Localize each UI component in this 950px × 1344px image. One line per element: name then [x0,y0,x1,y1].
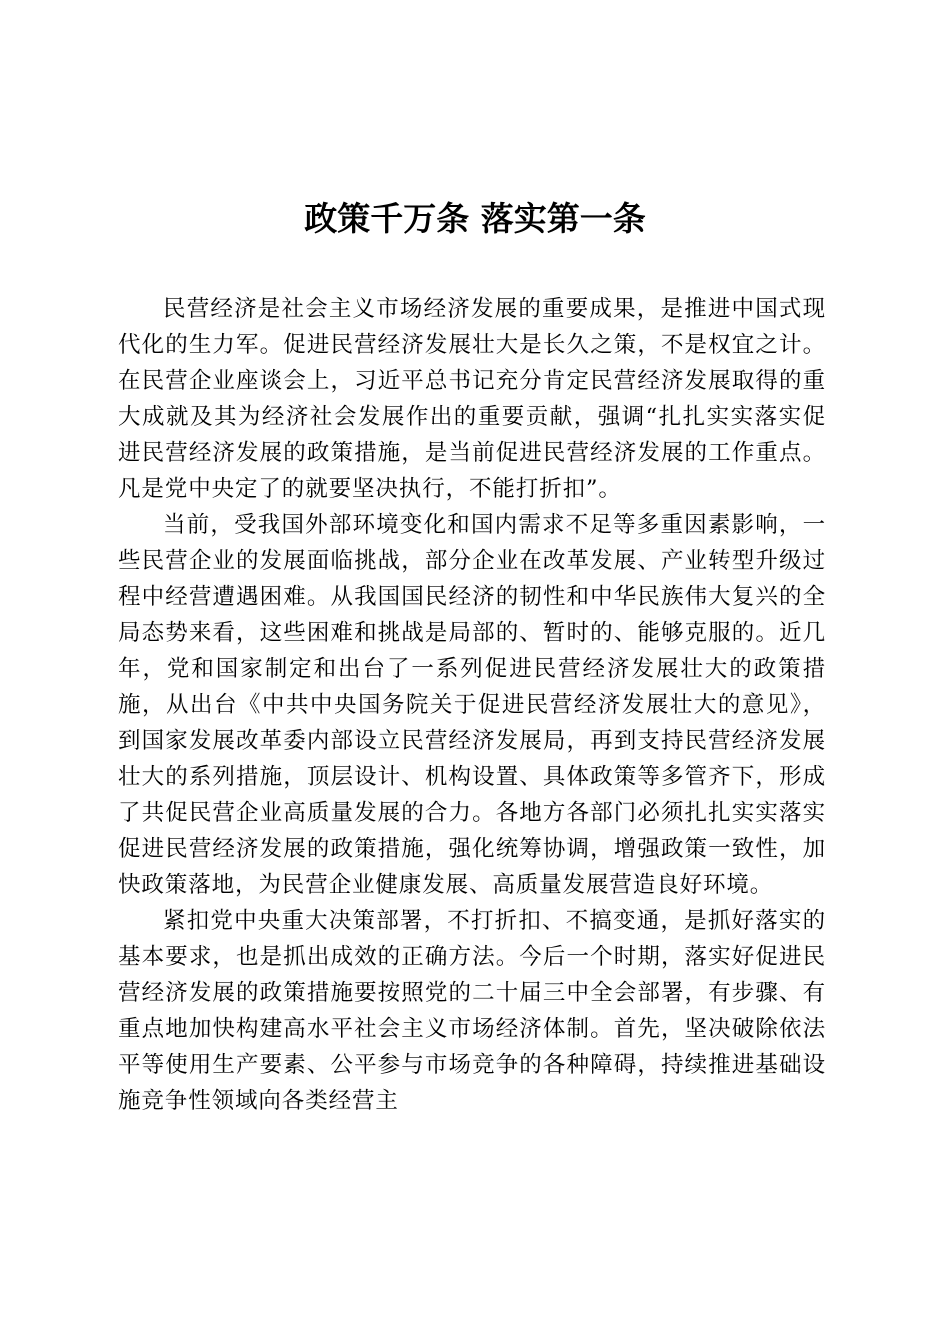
paragraph-2: 当前，受我国外部环境变化和国内需求不足等多重因素影响，一些民营企业的发展面临挑战，部分企业在改革发展、产业转型升级过程中经营遭遇困难。从我国国民经济的韧性和中华民族伟大复兴的全局态势来看，这些困难和挑战是局部的、暂时的、能够克服的。近几年，党和国家制定和出台了一系列促进民营经济发展壮大的政策措施，从出台《中共中央国务院关于促进民营经济发展壮大的意见》，到国家发展改革委内部设立民营经济发展局，再到支持民营经济发展壮大的系列措施，顶层设计、机构设置、具体政策等多管齐下，形成了共促民营企业高质量发展的合力。各地方各部门必须扎扎实实落实促进民营经济发展的政策措施，强化统筹协调，增强政策一致性，加快政策落地，为民营企业健康发展、高质量发展营造良好环境。 [118,512,826,898]
paragraph-1: 民营经济是社会主义市场经济发展的重要成果，是推进中国式现代化的生力军。促进民营经济发展壮大是长久之策，不是权宜之计。在民营企业座谈会上，习近平总书记充分肯定民营经济发展取得的重大成就及其为经济社会发展作出的重要贡献，强调“扎扎实实落实促进民营经济发展的政策措施，是当前促进民营经济发展的工作重点。凡是党中央定了的就要坚决执行，不能打折扣”。 [118,296,826,502]
paragraph-3: 紧扣党中央重大决策部署，不打折扣、不搞变通，是抓好落实的基本要求，也是抓出成效的正确方法。今后一个时期，落实好促进民营经济发展的政策措施要按照党的二十届三中全会部署，有步骤、有重点地加快构建高水平社会主义市场经济体制。首先，坚决破除依法平等使用生产要素、公平参与市场竞争的各种障碍，持续推进基础设施竞争性领域向各类经营主 [118,908,826,1114]
document-body [118,291,826,1119]
document-title: 政策千万条 落实第一条 [304,199,646,238]
